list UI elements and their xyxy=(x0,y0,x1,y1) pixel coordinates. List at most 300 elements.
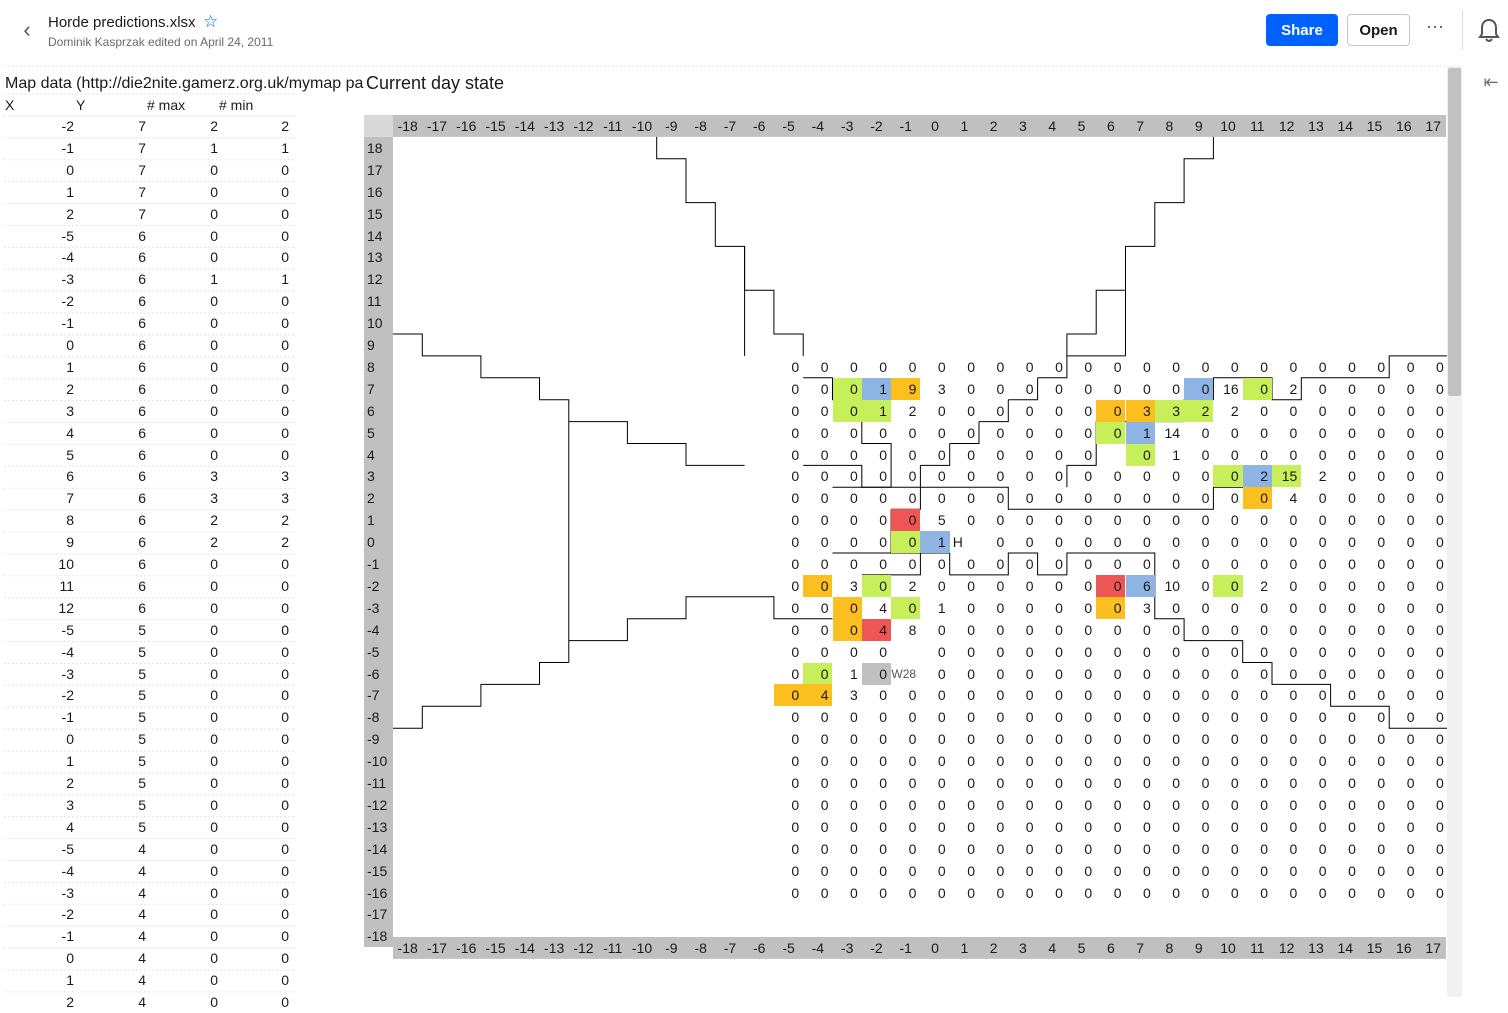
zone-cell: 0 xyxy=(1055,424,1063,441)
zone-cell: 0 xyxy=(1230,512,1239,529)
table-cell: 0 xyxy=(281,818,289,835)
x-axis-label: 8 xyxy=(1165,940,1174,956)
zone-cell-highlighted: 0 xyxy=(1243,378,1272,400)
zone-cell: 0 xyxy=(791,599,800,616)
zone-cell: 0 xyxy=(1348,468,1356,485)
zone-cell: 0 xyxy=(1260,358,1268,375)
zone-cell: 0 xyxy=(1289,621,1298,638)
zone-cell: 0 xyxy=(1377,709,1386,726)
x-axis-label: 6 xyxy=(1106,940,1115,956)
zone-cell: 0 xyxy=(1318,884,1327,901)
zone-cell: 0 xyxy=(1436,643,1444,660)
zone-cell: 0 xyxy=(996,884,1005,901)
zone-cell: 0 xyxy=(791,753,800,770)
zone-cell: 0 xyxy=(937,468,946,485)
table-cell: -4 xyxy=(61,249,74,266)
zone-cell: 0 xyxy=(1406,818,1415,835)
zone-cell: 0 xyxy=(879,534,888,551)
zone-cell-highlighted: 0 xyxy=(1126,444,1155,466)
zone-cell: 0 xyxy=(879,862,888,879)
table-cell: 2 xyxy=(281,512,289,529)
y-axis-label: 8 xyxy=(364,356,393,378)
x-axis-label: 15 xyxy=(1366,118,1383,134)
y-axis-label: 3 xyxy=(364,465,393,487)
table-cell: 2 xyxy=(66,994,74,1010)
table-cell: 7 xyxy=(138,205,146,222)
zone-cell: 0 xyxy=(1113,380,1122,397)
zone-cell: 0 xyxy=(1377,796,1386,813)
x-axis-label: -13 xyxy=(544,940,565,956)
zone-cell: 0 xyxy=(1084,753,1093,770)
zone-cell: 0 xyxy=(1025,709,1034,726)
zone-cell: 0 xyxy=(1172,358,1181,375)
table-cell: 6 xyxy=(66,468,74,485)
zone-cell: 0 xyxy=(1348,709,1356,726)
collapse-panel-icon[interactable]: ⇤ xyxy=(1483,72,1499,92)
table-cell: 2 xyxy=(281,534,289,551)
zone-cell: 0 xyxy=(1084,621,1093,638)
table-cell: 5 xyxy=(138,665,146,682)
x-axis-label: -9 xyxy=(665,118,678,134)
zone-cell: 0 xyxy=(1113,753,1122,770)
zone-cell: 0 xyxy=(1201,796,1210,813)
zone-cell: W28 xyxy=(891,666,917,681)
share-button[interactable]: Share xyxy=(1266,14,1338,46)
zone-cell: 0 xyxy=(1318,643,1327,660)
zone-cell: 0 xyxy=(1084,556,1093,572)
zone-cell: 10 xyxy=(1164,577,1181,594)
zone-cell: 0 xyxy=(1201,709,1210,726)
zone-cell: 0 xyxy=(1113,840,1122,857)
table-cell: 1 xyxy=(281,271,289,288)
zone-cell: 0 xyxy=(791,731,800,748)
zone-cell: 0 xyxy=(1113,796,1122,813)
zone-cell: 0 xyxy=(937,840,946,857)
x-axis-label: 4 xyxy=(1048,118,1057,134)
zone-cell: 0 xyxy=(1143,512,1151,529)
table-cell: -5 xyxy=(61,621,74,638)
zone-cell: 0 xyxy=(1201,358,1210,375)
zone-cell: 0 xyxy=(1025,512,1034,529)
table-cell: 0 xyxy=(210,994,218,1010)
x-axis-label: 11 xyxy=(1250,118,1265,134)
y-axis-label: -15 xyxy=(364,860,393,882)
vertical-scrollbar-thumb[interactable] xyxy=(1448,68,1461,396)
zone-cell: 0 xyxy=(1172,884,1181,901)
zone-cell: 0 xyxy=(937,775,946,791)
x-axis-label: 6 xyxy=(1106,118,1115,134)
zone-cell: 0 xyxy=(908,775,917,791)
zone-cell-highlighted: 0 xyxy=(1096,400,1125,422)
zone-cell: 0 xyxy=(1113,512,1122,529)
zone-cell: 0 xyxy=(1348,643,1356,660)
zone-cell: 0 xyxy=(937,577,946,594)
zone-cell: 0 xyxy=(937,753,946,770)
zone-cell-highlighted: 0 xyxy=(862,575,891,597)
zone-cell: 0 xyxy=(996,840,1005,857)
x-axis-label: 12 xyxy=(1278,940,1295,956)
zone-cell: 0 xyxy=(1260,840,1268,857)
zone-cell: 0 xyxy=(1289,577,1298,594)
zone-cell: 0 xyxy=(1172,380,1181,397)
zone-cell: 0 xyxy=(1084,534,1093,551)
zone-cell: 0 xyxy=(1230,490,1239,507)
zone-cell: 0 xyxy=(1143,534,1151,551)
corner-cell xyxy=(364,115,393,137)
zone-cell: 0 xyxy=(1201,687,1210,704)
table-cell: 5 xyxy=(138,621,146,638)
zone-cell: 0 xyxy=(791,796,800,813)
zone-cell: 0 xyxy=(996,731,1005,748)
x-axis-label: 7 xyxy=(1136,118,1145,134)
zone-cell: 0 xyxy=(879,556,888,572)
x-axis-label: -10 xyxy=(631,118,653,134)
zone-cell: 0 xyxy=(1025,468,1034,485)
star-icon[interactable]: ☆ xyxy=(203,12,219,31)
table-cell: 3 xyxy=(66,796,74,813)
zone-cell: 0 xyxy=(996,577,1005,594)
horde-boundary-line xyxy=(393,334,569,663)
zone-cell-highlighted: 0 xyxy=(1213,575,1242,597)
zone-cell: 0 xyxy=(1084,643,1093,660)
zone-cell: 0 xyxy=(1201,577,1210,594)
table-cell: 0 xyxy=(281,205,289,222)
zone-cell: 0 xyxy=(967,731,975,748)
x-axis-label: -16 xyxy=(456,940,477,956)
table-cell: 0 xyxy=(281,665,289,682)
zone-cell: 0 xyxy=(1436,424,1444,441)
zone-cell: 0 xyxy=(1230,687,1239,704)
x-axis-label: -17 xyxy=(426,940,448,956)
zone-cell: 0 xyxy=(879,512,888,529)
y-axis-label: 18 xyxy=(364,137,393,159)
table-cell: 8 xyxy=(66,512,74,529)
bell-icon[interactable] xyxy=(1476,16,1502,44)
table-cell: 4 xyxy=(138,928,146,945)
zone-cell-highlighted: 0 xyxy=(1184,378,1213,400)
zone-cell: 0 xyxy=(1201,468,1210,485)
zone-cell: 0 xyxy=(1113,862,1122,879)
zone-cell-highlighted: 1 xyxy=(1126,422,1155,444)
table-cell: 7 xyxy=(138,118,146,134)
table-cell: 0 xyxy=(210,577,218,594)
zone-cell: 0 xyxy=(1230,599,1239,616)
x-axis-label: -12 xyxy=(573,118,594,134)
zone-cell: 0 xyxy=(1436,687,1444,704)
zone-cell: 0 xyxy=(1084,840,1093,857)
zone-cell-highlighted: 0 xyxy=(1096,422,1125,444)
x-axis-label: -18 xyxy=(397,118,418,134)
zone-cell: 0 xyxy=(1436,599,1444,616)
zone-cell: 0 xyxy=(850,490,858,507)
zone-cell: 0 xyxy=(791,577,800,594)
zone-cell: 0 xyxy=(1172,687,1181,704)
zone-cell: 0 xyxy=(1084,818,1093,835)
zone-cell: 0 xyxy=(1318,490,1327,507)
x-axis-label: 2 xyxy=(989,118,998,134)
zone-cell: 0 xyxy=(1436,621,1444,638)
x-axis-label: -2 xyxy=(870,940,883,956)
zone-cell: 0 xyxy=(1055,534,1063,551)
zone-cell: 0 xyxy=(908,796,917,813)
zone-cell: 0 xyxy=(1318,840,1327,857)
zone-cell: 0 xyxy=(1318,731,1327,748)
zone-cell: 0 xyxy=(820,468,829,485)
zone-cell: 0 xyxy=(1172,665,1181,682)
zone-cell: 0 xyxy=(1055,621,1063,638)
zone-cell: 0 xyxy=(1289,862,1298,879)
zone-cell: 0 xyxy=(967,512,975,529)
table-cell: 0 xyxy=(210,337,218,353)
zone-cell: 0 xyxy=(1172,621,1181,638)
zone-cell: 0 xyxy=(1172,818,1181,835)
zone-cell-highlighted: 0 xyxy=(833,597,862,619)
horde-boundary-line xyxy=(1067,137,1214,356)
zone-cell: 2 xyxy=(1230,402,1239,419)
table-cell: 2 xyxy=(66,380,74,397)
zone-cell: 0 xyxy=(1289,599,1298,616)
table-cell: 0 xyxy=(281,775,289,791)
table-cell: 0 xyxy=(281,906,289,923)
zone-cell: 0 xyxy=(1406,621,1415,638)
table-cell: 0 xyxy=(281,994,289,1010)
zone-cell: 0 xyxy=(1230,556,1239,572)
table-cell: 0 xyxy=(281,424,289,441)
table-cell: 7 xyxy=(138,183,146,200)
zone-cell: 0 xyxy=(1377,731,1386,748)
zone-cell: 0 xyxy=(1025,884,1034,901)
zone-cell: 0 xyxy=(791,862,800,879)
table-cell: 4 xyxy=(138,906,146,923)
table-cell: 0 xyxy=(210,906,218,923)
zone-cell: 0 xyxy=(908,753,917,770)
table-cell: 7 xyxy=(66,490,74,507)
table-cell: 6 xyxy=(138,315,146,332)
zone-cell: 0 xyxy=(850,556,858,572)
zone-cell: 0 xyxy=(820,775,829,791)
zone-cell: 0 xyxy=(1084,775,1093,791)
zone-cell-highlighted: 0 xyxy=(891,597,920,619)
zone-cell: 0 xyxy=(1377,512,1386,529)
open-button[interactable]: Open xyxy=(1347,14,1410,46)
zone-cell: 0 xyxy=(1289,358,1298,375)
zone-cell: 0 xyxy=(1406,402,1415,419)
zone-cell: 0 xyxy=(1025,665,1034,682)
zone-cell: 0 xyxy=(1406,884,1415,901)
zone-cell: 16 xyxy=(1223,380,1239,397)
zone-cell: 0 xyxy=(908,424,917,441)
zone-cell: 0 xyxy=(937,643,946,660)
table-cell: 1 xyxy=(210,139,218,156)
x-axis-label: 9 xyxy=(1194,940,1203,956)
table-cell: 0 xyxy=(210,862,218,879)
table-cell: 6 xyxy=(138,380,146,397)
zone-cell: 0 xyxy=(820,862,829,879)
zone-cell: 0 xyxy=(996,687,1005,704)
zone-cell: 0 xyxy=(967,884,975,901)
zone-cell: 0 xyxy=(1230,862,1239,879)
y-axis-label: 5 xyxy=(364,422,393,444)
table-cell: 0 xyxy=(66,161,74,178)
zone-cell: 0 xyxy=(908,731,917,748)
table-cell: 12 xyxy=(58,599,74,616)
zone-cell: 0 xyxy=(791,621,800,638)
zone-cell: 0 xyxy=(1055,796,1063,813)
zone-cell: 0 xyxy=(1377,643,1386,660)
zone-cell: 0 xyxy=(1201,818,1210,835)
zone-cell: 0 xyxy=(967,840,975,857)
zone-cell: 0 xyxy=(791,840,800,857)
table-cell: 0 xyxy=(210,775,218,791)
x-axis-label: 16 xyxy=(1396,940,1412,956)
zone-cell: 0 xyxy=(967,775,975,791)
zone-cell: 0 xyxy=(1436,753,1444,770)
zone-cell: 0 xyxy=(1113,775,1122,791)
zone-cell: 0 xyxy=(908,818,917,835)
y-axis-label: -16 xyxy=(364,882,393,904)
x-axis-label: 10 xyxy=(1220,118,1236,134)
table-cell: 6 xyxy=(138,271,146,288)
x-axis-label: 2 xyxy=(989,940,998,956)
column-header: Y xyxy=(76,97,86,113)
table-cell: 3 xyxy=(281,468,289,485)
zone-cell: 0 xyxy=(1172,709,1181,726)
zone-cell: 0 xyxy=(850,468,858,485)
zone-cell: 0 xyxy=(1143,643,1151,660)
zone-cell-highlighted: 0 xyxy=(1243,487,1272,509)
zone-cell: 0 xyxy=(1025,818,1034,835)
x-axis-label: 3 xyxy=(1019,940,1027,956)
zone-cell: 0 xyxy=(1406,534,1415,551)
zone-cell: 0 xyxy=(1348,599,1356,616)
y-axis-label: 17 xyxy=(364,159,393,181)
zone-cell: 0 xyxy=(1201,840,1210,857)
zone-cell: 0 xyxy=(1055,577,1063,594)
table-cell: 0 xyxy=(210,687,218,704)
x-axis-label: 13 xyxy=(1308,118,1324,134)
zone-cell: 0 xyxy=(1289,643,1298,660)
zone-cell: 0 xyxy=(1436,402,1444,419)
zone-cell: 0 xyxy=(1260,599,1268,616)
table-cell: 0 xyxy=(210,643,218,660)
zone-cell: 0 xyxy=(850,358,858,375)
zone-cell: 0 xyxy=(1025,862,1034,879)
table-cell: 0 xyxy=(66,950,74,967)
zone-cell: 0 xyxy=(1377,534,1386,551)
x-axis-label: 7 xyxy=(1136,940,1145,956)
back-icon[interactable]: ‹ xyxy=(23,17,31,42)
x-axis-label: -11 xyxy=(603,940,623,956)
zone-cell: 0 xyxy=(1172,534,1181,551)
zone-cell: 0 xyxy=(908,709,917,726)
zone-cell: 0 xyxy=(1025,402,1034,419)
zone-cell: 0 xyxy=(996,818,1005,835)
table-cell: 4 xyxy=(138,862,146,879)
zone-cell: 0 xyxy=(1348,534,1356,551)
zone-cell: 0 xyxy=(1377,884,1386,901)
table-cell: 5 xyxy=(138,796,146,813)
zone-cell: 0 xyxy=(1406,709,1415,726)
zone-cell: 0 xyxy=(996,796,1005,813)
table-cell: 0 xyxy=(281,293,289,310)
zone-cell: 0 xyxy=(879,468,888,485)
zone-cell: 0 xyxy=(996,621,1005,638)
zone-cell: 0 xyxy=(1201,884,1210,901)
zone-cell: 0 xyxy=(1406,424,1415,441)
zone-cell: 0 xyxy=(1348,775,1356,791)
zone-cell: 0 xyxy=(1406,862,1415,879)
zone-cell: 0 xyxy=(1406,687,1415,704)
x-axis-label: -18 xyxy=(397,940,418,956)
zone-cell: 0 xyxy=(1377,358,1386,375)
zone-cell: 0 xyxy=(820,840,829,857)
zone-cell: 0 xyxy=(1025,424,1034,441)
zone-cell: 0 xyxy=(1055,490,1063,507)
y-axis-label: -3 xyxy=(364,597,393,619)
table-cell: 0 xyxy=(210,446,218,463)
zone-cell: 0 xyxy=(1230,731,1239,748)
zone-cell: 0 xyxy=(967,358,975,375)
zone-cell: 0 xyxy=(1406,577,1415,594)
table-cell: 0 xyxy=(210,884,218,901)
zone-cell: 0 xyxy=(1084,796,1093,813)
zone-cell: 0 xyxy=(1025,775,1034,791)
zone-cell: 0 xyxy=(1201,424,1210,441)
table-cell: 6 xyxy=(138,468,146,485)
zone-cell: 0 xyxy=(1348,818,1356,835)
table-cell: 4 xyxy=(138,884,146,901)
zone-cell: 0 xyxy=(1025,643,1034,660)
zone-cell: 0 xyxy=(1201,753,1210,770)
y-axis-label: 9 xyxy=(364,334,393,356)
zone-cell: 0 xyxy=(1143,840,1151,857)
zone-cell: 0 xyxy=(1260,512,1268,529)
zone-cell: 0 xyxy=(1436,796,1444,813)
zone-cell: 0 xyxy=(937,862,946,879)
map-data-title: Map data (http://die2nite.gamerz.org.uk/mymap pa xyxy=(5,75,364,92)
zone-cell: 0 xyxy=(1143,621,1151,638)
table-cell: 0 xyxy=(66,337,74,353)
zone-cell: 0 xyxy=(850,796,858,813)
zone-cell: 0 xyxy=(1377,862,1386,879)
zone-cell: 0 xyxy=(791,818,800,835)
zone-cell: 0 xyxy=(908,884,917,901)
zone-cell: 0 xyxy=(1143,884,1151,901)
zone-cell: 0 xyxy=(1055,468,1063,485)
more-options-icon[interactable]: ··· xyxy=(1426,16,1444,36)
zone-cell: 0 xyxy=(820,709,829,726)
zone-cell: 0 xyxy=(1377,424,1386,441)
zone-cell: 0 xyxy=(1084,599,1093,616)
zone-cell: 0 xyxy=(1318,556,1327,572)
spreadsheet-view[interactable] xyxy=(4,66,1446,1010)
zone-cell: 0 xyxy=(1172,840,1181,857)
zone-cell: 0 xyxy=(850,512,858,529)
zone-cell: 0 xyxy=(1172,796,1181,813)
zone-cell: 0 xyxy=(1377,380,1386,397)
zone-cell: 0 xyxy=(1201,775,1210,791)
zone-cell: 0 xyxy=(1084,687,1093,704)
zone-cell: 2 xyxy=(1289,380,1298,397)
table-cell: 0 xyxy=(281,161,289,178)
zone-cell: 0 xyxy=(1260,402,1268,419)
table-cell: 7 xyxy=(138,139,146,156)
zone-cell: 0 xyxy=(937,796,946,813)
zone-cell: 0 xyxy=(996,512,1005,529)
table-cell: 11 xyxy=(59,577,74,594)
table-cell: 5 xyxy=(138,731,146,748)
zone-cell: 0 xyxy=(1289,424,1298,441)
